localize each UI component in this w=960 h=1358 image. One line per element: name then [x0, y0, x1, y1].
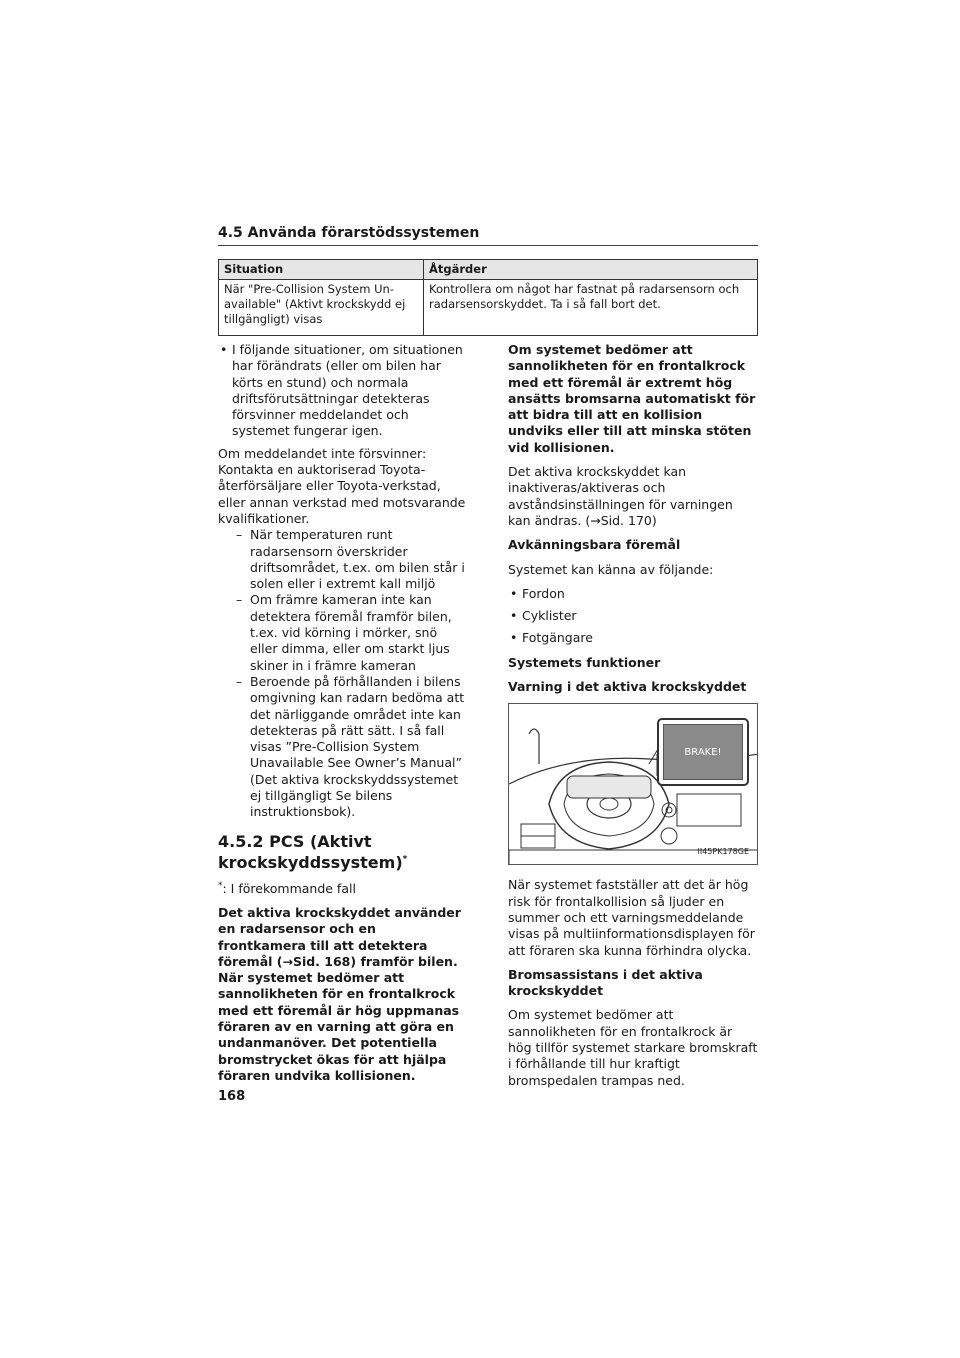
bullet-marker: •	[510, 630, 518, 646]
dash-text: När temperaturen runt radarsensorn överskrider driftsområdet, t.ex. om bilen står i solen eller i extremt kall miljö	[250, 527, 465, 592]
brake-assist-paragraph: Om systemet bedömer att sannolikheten för en frontalkrock är hög tillför systemet starkare bromskraft i förhållande till hur kraftigt bromspedalen trampas ned.	[508, 1007, 758, 1088]
list-item	[508, 586, 758, 602]
bullet-text: I följande situationer, om situationen har förändrats (eller om bilen har körts en stund) och normala driftsförutsättningar detekteras försvinner meddelandet och systemet fungerar igen.	[232, 342, 463, 439]
heading-warning: Varning i det aktiva krockskyddet	[508, 679, 747, 695]
dashboard-figure	[508, 703, 758, 865]
subsection-heading	[218, 831, 468, 873]
superscript-mark: *	[402, 854, 408, 865]
table-cell-situation: När "Pre-Collision System Unavailable" (Aktivt krockskydd ej tillgängligt) visas	[219, 280, 424, 336]
bullet-text: Fotgängare	[522, 630, 593, 646]
heading-functions: Systemets funktioner	[508, 654, 661, 670]
subsection-heading-text: 4.5.2 PCS (Aktivt krockskyddssystem)	[218, 831, 403, 872]
footnote-text: : I förekommande fall	[222, 880, 356, 896]
footnote	[218, 881, 468, 897]
brake-display-callout	[657, 718, 749, 786]
auto-brake-paragraph: Om systemet bedömer att sannolikheten för en frontalkrock med ett föremål är extremt hög ansätts bromsarna automatiskt för att bidra till att en kollision undviks eller till att minska stöten vid kollisionen.	[508, 342, 756, 455]
left-column	[218, 342, 468, 1084]
warning-paragraph: När systemet fastställer att det är hög risk för frontalkollision så ljuder en summer och ett varningsmeddelande visas på multiinformationsdisplayen för att föraren ska kunna förhindra olycka.	[508, 877, 755, 958]
list-item	[218, 592, 468, 673]
section-header: 4.5 Använda förarstödssystemen	[218, 224, 758, 246]
dash-marker: –	[236, 527, 243, 543]
figure-code: II45PK178GE	[697, 847, 749, 857]
table-header-row	[219, 260, 758, 280]
situation-table	[218, 259, 758, 336]
table-row	[219, 280, 758, 336]
list-item	[218, 674, 468, 821]
dash-text: Beroende på förhållanden i bilens omgivning kan radarn bedöma att det närliggande området inte kan detekteras på rätt sätt. I så fall visas ”Pre-Collision System Unavailable See Owner’s Manual” (Det aktiva krockskyddssystemet ej tillgängligt Se bilens instruktionsbok).	[250, 673, 465, 820]
brake-display: BRAKE!	[663, 724, 743, 780]
page-number: 168	[218, 1089, 246, 1104]
paragraph: Om meddelandet inte försvinner: Kontakta en auktoriserad Toyota-återförsäljare eller Toyota-verkstad, eller annan verkstad med motsvarande kvalifikationer.	[218, 445, 466, 526]
heading-detectable: Avkänningsbara föremål	[508, 537, 681, 553]
list-item	[508, 630, 758, 646]
dash-marker: –	[236, 673, 243, 689]
table-header-situation: Situation	[219, 260, 424, 280]
footnote-mark: *	[218, 880, 223, 891]
bullet-text: Fordon	[522, 585, 565, 601]
dash-text: Om främre kameran inte kan detektera föremål framför bilen, t.ex. vid körning i mörker, snö eller dimma, eller om starkt ljus skiner in i främre kameran	[250, 592, 452, 673]
heading-brake-assist: Bromsassistans i det aktiva krockskyddet	[508, 966, 703, 999]
list-item	[218, 342, 468, 440]
right-column	[508, 342, 758, 1089]
bullet-marker: •	[510, 608, 518, 624]
list-item	[508, 608, 758, 624]
intro-bold-paragraph: Det aktiva krockskyddet använder en radarsensor och en frontkamera till att detektera föremål (→Sid. 168) framför bilen. När systemet bedömer att sannolikheten för en frontalkrock med ett föremål är hög uppmanas föraren av en varning att göra en undanmanöver. Det potentiella bromstrycket ökas för att hjälpa föraren undvika kollisionen.	[218, 904, 461, 1083]
table-cell-action: Kontrollera om något har fastnat på radarsensorn och radarsensorskyddet. Ta i så fall bort det.	[424, 280, 758, 336]
detect-intro: Systemet kan känna av följande:	[508, 561, 714, 577]
bullet-marker: •	[510, 585, 518, 601]
settings-paragraph: Det aktiva krockskyddet kan inaktiveras/aktiveras och avståndsinställningen för varningen kan ändras. (→Sid. 170)	[508, 464, 733, 528]
bullet-marker: •	[220, 342, 228, 357]
bullet-text: Cyklister	[522, 608, 577, 624]
list-item	[218, 527, 468, 592]
dash-marker: –	[236, 592, 243, 608]
table-header-actions: Åtgärder	[424, 260, 758, 280]
